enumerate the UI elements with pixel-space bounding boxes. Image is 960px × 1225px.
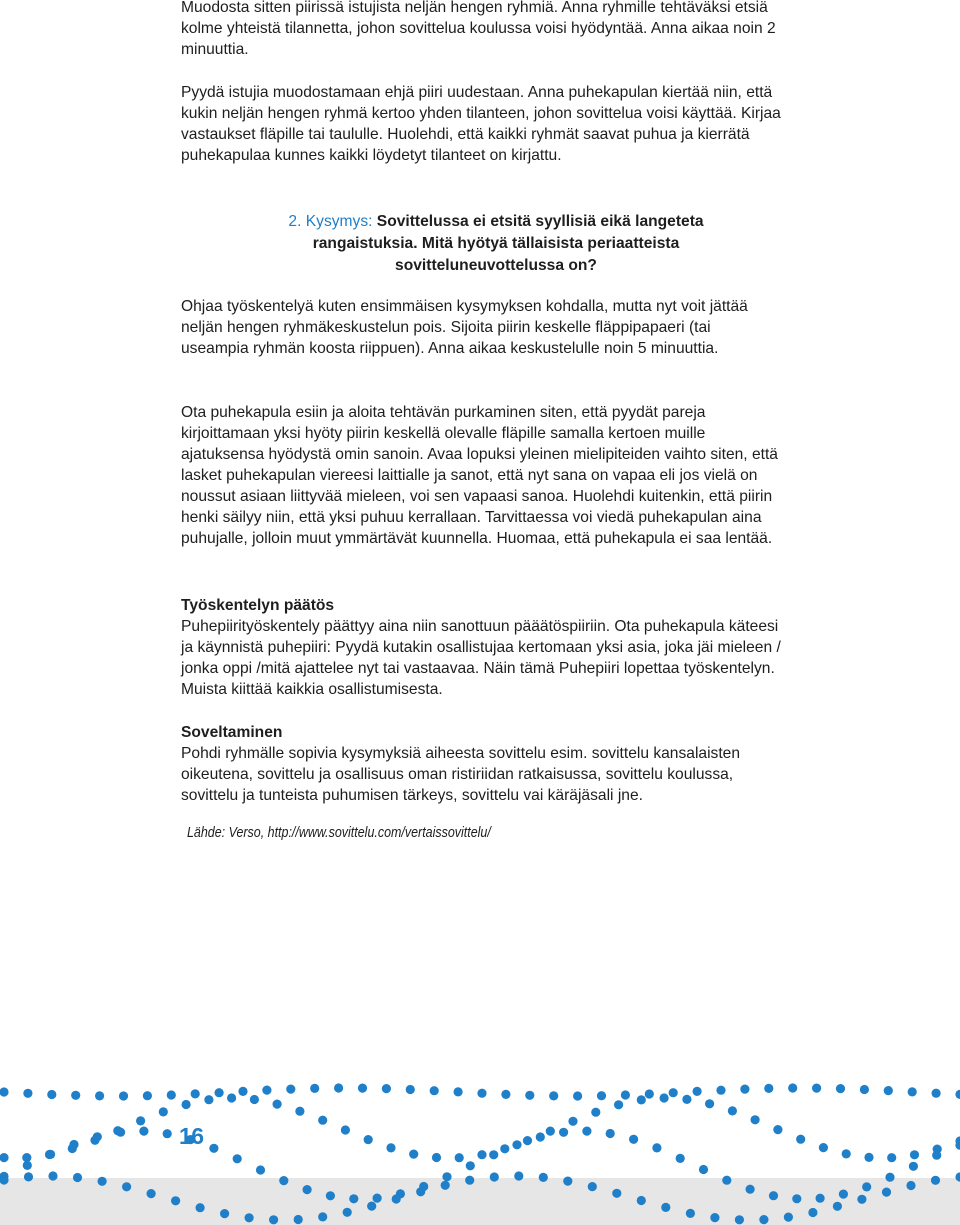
decorative-dot [209,1144,218,1153]
decorative-dot [705,1099,714,1108]
decorative-dot [238,1087,247,1096]
decorative-dot [652,1143,661,1152]
decorative-dot [294,1215,303,1224]
decorative-dot [171,1196,180,1205]
decorative-dot [303,1185,312,1194]
decorative-dot [143,1091,152,1100]
decorative-dot [442,1172,451,1181]
decorative-dot [250,1095,259,1104]
decorative-dot [686,1209,695,1218]
decorative-dot [591,1108,600,1117]
decorative-dot [932,1089,941,1098]
decorative-dot [182,1100,191,1109]
decorative-dot [326,1191,335,1200]
decorative-dot [885,1173,894,1182]
decorative-dot [812,1084,821,1093]
decorative-dot [751,1115,760,1124]
decorative-dot [955,1172,960,1181]
section-application [181,722,781,806]
decorative-dot [310,1084,319,1093]
section-application-text: Pohdi ryhmälle sopivia kysymyksiä aiheesta sovittelu esim. sovittelu kansalaisten oikeutena, sovittelu ja osallisuus oman ristiriidan ratkaisussa, sovittelu koulussa, sovittelu ja tunteista puhumisen tärkeys, sovittelu vai käräjäsali jne. [181,745,741,804]
decorative-dot [373,1194,382,1203]
decorative-dot [441,1181,450,1190]
decorative-dot [122,1182,131,1191]
decorative-dot [693,1087,702,1096]
decorative-dot [490,1172,499,1181]
decorative-dot [931,1176,940,1185]
decorative-dot [568,1117,577,1126]
decorative-dot [816,1194,825,1203]
decorative-dot [909,1162,918,1171]
decorative-dot [606,1129,615,1138]
intro-paragraph-2: Pyydä istujia muodostamaan ehjä piiri uudestaan. Anna puhekapulan kiertää niin, että kukin neljän hengen ryhmä kertoo yhden tilanteen, johon sovittelua voisi käyttää. Kirjaa vastaukset fläpille tai taululle. Huolehdi, että kaikki ryhmät saavat puhua ja kierrätä puhekapulaa kunnes kaikki löydetyt tilanteet on kirjattu. [181,84,781,164]
decorative-dot [539,1173,548,1182]
decorative-dot [432,1153,441,1162]
decorative-dot [523,1136,532,1145]
decorative-dot [660,1093,669,1102]
decorative-dot [262,1086,271,1095]
decorative-dot [455,1153,464,1162]
decorative-dot [341,1125,350,1134]
decorative-dot [295,1107,304,1116]
decorative-dot [559,1128,568,1137]
decorative-dot [910,1150,919,1159]
decorative-dot [489,1150,498,1159]
decorative-dot [512,1140,521,1149]
decorative-dot [514,1171,523,1180]
section-closing-text: Puhepiirityöskentely päättyy aina niin sanottuun pääätöspiiriin. Ota puhekapula käteesi ja käynnistä puhepiiri: Pyydä kutakin osallistujaa kertomaan yksi asia, joka jäi mieleen / jonka oppi /mitä ajattelee nyt tai vastaavaa. Näin tämä Puhepiiri lopettaa työskentelyn. Muista kiittää kaikkia osallistumisesta. [181,618,781,698]
decorative-dot [669,1088,678,1097]
decorative-dot [191,1089,200,1098]
decorative-dot [46,1150,55,1159]
decorative-dot [735,1215,744,1224]
decorative-dot [682,1095,691,1104]
decorative-dot [597,1091,606,1100]
decorative-dot [819,1143,828,1152]
question-block [276,211,716,277]
question-label: 2. Kysymys: [288,213,373,230]
decorative-dot [887,1153,896,1162]
decorative-dot [392,1194,401,1203]
decorative-dot [501,1090,510,1099]
decorative-dot [98,1177,107,1186]
decorative-dot [728,1106,737,1115]
decorative-dot-pattern [0,1070,960,1225]
instruction-paragraph-2: Ota puhekapula esiin ja aloita tehtävän purkaminen siten, että pyydät pareja kirjoittamaan yksi hyöty piirin keskellä olevalle fläpille samalla kertoen muille ajatuksensa hyödystä omin sanoin. Avaa lopuksi yleinen mielipiteiden vaihto siten, että lasket puhekapulan viereesi laittialle ja sanot, että nyt sana on vapaa eli jos vielä on noussut asiaan liittyvää mieleen, voi sen vapaasi sanoa. Huolehdi kuitenkin, että piirin henki säilyy niin, että yksi puhuu kerrallaan. Tarvittaessa voi viedä puhekapulan aina puhujalle, jolloin muut ymmärtävät kuunnella. Huomaa, että puhekapula ei saa lentää. [181,404,778,547]
instruction-paragraph-1: Ohjaa työskentelyä kuten ensimmäisen kysymyksen kohdalla, mutta nyt voit jättää neljän hengen ryhmäkeskustelun pois. Sijoita piirin keskelle fläppipapaeri (tai useampia ryhmän koosta riippuen). Anna aikaa keskustelulle noin 5 minuuttia. [181,298,748,357]
decorative-dot [836,1084,845,1093]
decorative-dot [343,1208,352,1217]
decorative-dot [318,1116,327,1125]
decorative-dot [334,1083,343,1092]
decorative-dot [167,1090,176,1099]
decorative-dot [24,1172,33,1181]
decorative-dot [93,1132,102,1141]
decorative-dot [279,1176,288,1185]
decorative-dot [0,1087,9,1096]
decorative-dot [839,1190,848,1199]
decorative-dot [546,1127,555,1136]
decorative-dot [500,1144,509,1153]
decorative-dot [661,1203,670,1212]
decorative-dot [233,1154,242,1163]
decorative-dot [621,1090,630,1099]
decorative-dot [256,1165,265,1174]
decorative-dot [116,1128,125,1137]
question-text: Sovittelussa ei etsitä syyllisiä eikä langeteta rangaistuksia. Mitä hyötyä tällaisista periaatteista sovitteluneuvottelussa on? [312,213,704,274]
decorative-dot [349,1194,358,1203]
decorative-dot [862,1182,871,1191]
decorative-dot [318,1212,327,1221]
decorative-dot [204,1095,213,1104]
decorative-dot [139,1127,148,1136]
decorative-dot [227,1093,236,1102]
decorative-dot [47,1090,56,1099]
decorative-dot [286,1085,295,1094]
decorative-dot [759,1215,768,1224]
decorative-dot [676,1154,685,1163]
decorative-dot [582,1127,591,1136]
decorative-dot [215,1088,224,1097]
decorative-dot [612,1189,621,1198]
decorative-dot [95,1091,104,1100]
decorative-dot [906,1181,915,1190]
decorative-dot [220,1209,229,1218]
decorative-dot [465,1176,474,1185]
decorative-dot [792,1194,801,1203]
section-closing [181,595,781,700]
decorative-dot [525,1091,534,1100]
decorative-dot [536,1132,545,1141]
decorative-dot [454,1087,463,1096]
decorative-dot [358,1084,367,1093]
decorative-dot [710,1213,719,1222]
decorative-dot [269,1215,278,1224]
decorative-dot [364,1135,373,1144]
decorative-dot [784,1213,793,1222]
decorative-dot [637,1196,646,1205]
decorative-dot [614,1100,623,1109]
decorative-dot [716,1086,725,1095]
decorative-dot [367,1202,376,1211]
decorative-dot [864,1153,873,1162]
decorative-dot [69,1140,78,1149]
decorative-dot [386,1143,395,1152]
decorative-dot [245,1213,254,1222]
decorative-dot [22,1153,31,1162]
decorative-dot [71,1091,80,1100]
decorative-dot [416,1187,425,1196]
source-citation: Lähde: Verso, http://www.sovittelu.com/vertaissovittelu/ [187,825,491,841]
decorative-dot [764,1084,773,1093]
decorative-dot [637,1095,646,1104]
decorative-dot [119,1091,128,1100]
decorative-dot [196,1203,205,1212]
decorative-dot [699,1165,708,1174]
decorative-dot [932,1151,941,1160]
decorative-dot [842,1149,851,1158]
section-closing-heading: Työskentelyn päätös [181,597,335,614]
decorative-dot [23,1089,32,1098]
section-application-heading: Soveltaminen [181,724,283,741]
intro-paragraph-1: Muodosta sitten piirissä istujista neljän hengen ryhmiä. Anna ryhmille tehtäväksi etsiä kolme yhteistä tilannetta, johon sovittelua koulussa voisi hyödyntää. Anna aikaa noin 2 minuuttia. [181,0,776,58]
decorative-dot [159,1107,168,1116]
page-number: 16 [179,1123,204,1149]
decorative-dot [788,1083,797,1092]
decorative-dot [882,1188,891,1197]
decorative-dot [23,1161,32,1170]
decorative-dot [0,1153,9,1162]
decorative-dot [722,1176,731,1185]
decorative-dot [769,1191,778,1200]
decorative-dot [857,1195,866,1204]
decorative-dot [430,1086,439,1095]
decorative-dot [273,1100,282,1109]
decorative-dot [406,1085,415,1094]
decorative-dot [136,1116,145,1125]
decorative-dot [563,1177,572,1186]
decorative-dot [740,1085,749,1094]
decorative-dot [860,1085,869,1094]
decorative-dot [73,1173,82,1182]
decorative-dot [908,1087,917,1096]
decorative-dot [629,1135,638,1144]
decorative-dot [147,1189,156,1198]
decorative-dot [477,1089,486,1098]
decorative-dot [477,1150,486,1159]
decorative-dot [955,1090,960,1099]
decorative-dot [773,1125,782,1134]
decorative-dot [409,1150,418,1159]
decorative-dot [382,1084,391,1093]
decorative-dot [549,1091,558,1100]
decorative-dot [796,1135,805,1144]
decorative-dot [48,1171,57,1180]
decorative-dot [466,1161,475,1170]
decorative-dot [588,1182,597,1191]
decorative-dot [746,1185,755,1194]
decorative-dot [884,1086,893,1095]
decorative-dot [833,1202,842,1211]
decorative-dot [808,1208,817,1217]
decorative-dot [163,1129,172,1138]
decorative-dot [645,1089,654,1098]
decorative-dot [573,1091,582,1100]
